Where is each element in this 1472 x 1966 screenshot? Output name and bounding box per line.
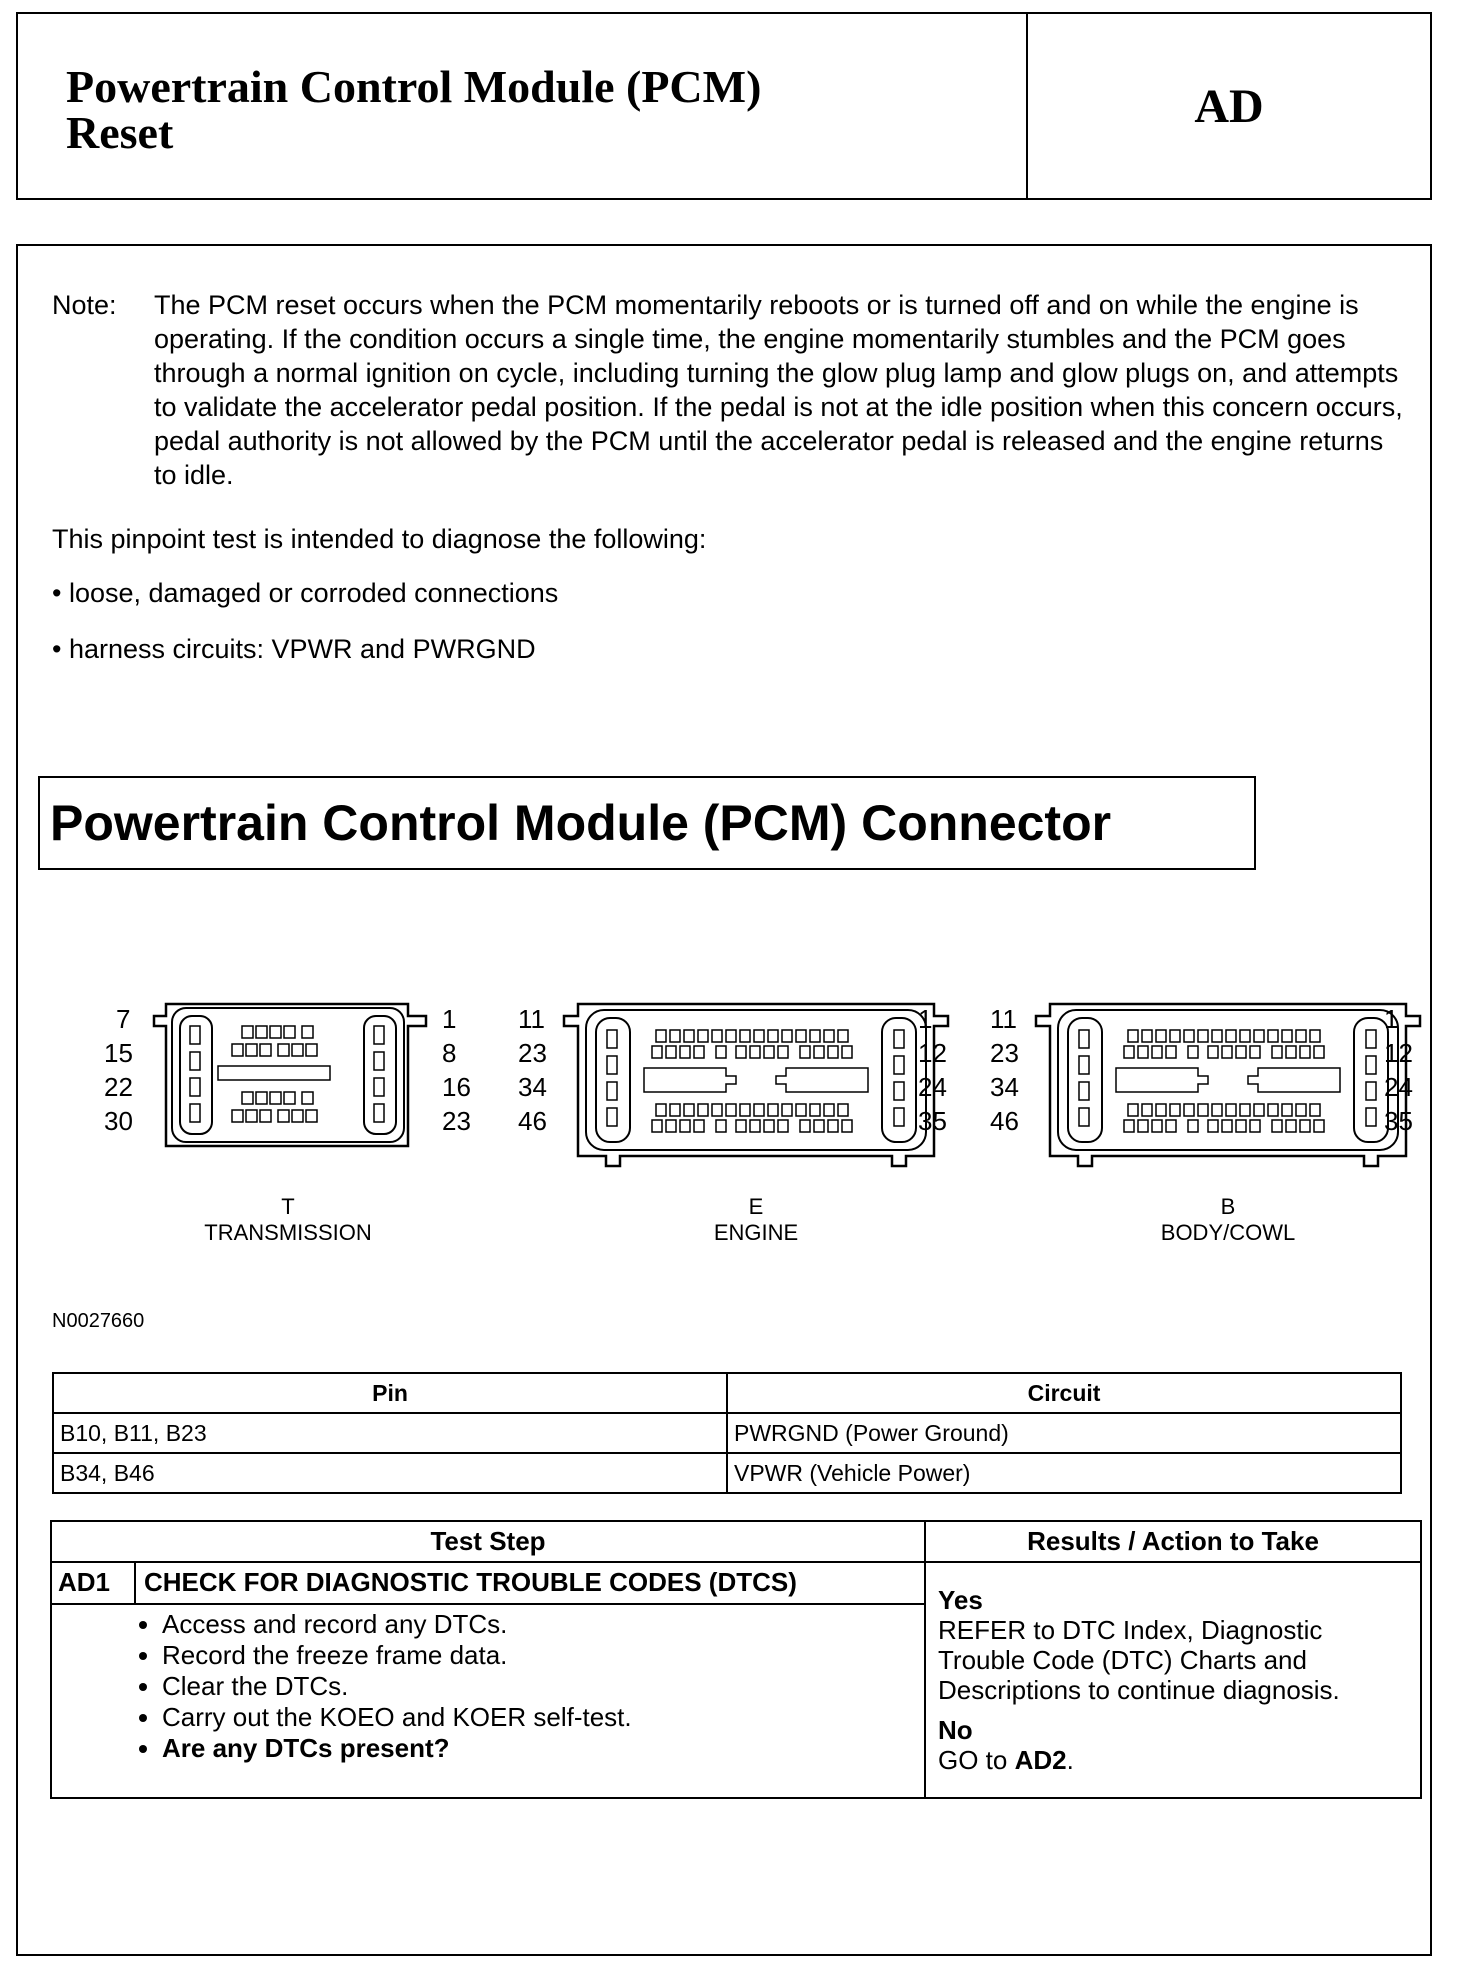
list-item-question: • Are any DTCs present? [162, 1733, 914, 1764]
connector-label [1128, 1194, 1328, 1246]
table-cell: B34, B46 [53, 1453, 727, 1493]
pin-number: 1 [442, 1004, 457, 1034]
table-row [53, 1413, 1401, 1453]
list-item: • Carry out the KOEO and KOER self-test. [162, 1702, 914, 1733]
table-row [53, 1453, 1401, 1493]
table-header-row [53, 1373, 1401, 1413]
bullet-item: • loose, damaged or corroded connections [52, 578, 559, 608]
pin-number: 11 [518, 1004, 545, 1034]
actions-cell [51, 1604, 925, 1798]
no-label: No [938, 1715, 973, 1745]
note-block [52, 288, 1412, 492]
intro-text: This pinpoint test is intended to diagnose the following: [52, 524, 707, 554]
column-header: Test Step [51, 1521, 925, 1562]
pin-number: 11 [990, 1004, 1017, 1034]
no-action-suffix: . [1066, 1745, 1074, 1775]
step-id: AD1 [51, 1562, 135, 1604]
pin-number: 23 [518, 1038, 547, 1068]
pin-number: 23 [990, 1038, 1019, 1068]
section-code: AD [1194, 79, 1264, 133]
pin-number: 46 [518, 1106, 547, 1136]
no-action-text: GO to [938, 1745, 1008, 1775]
page-title-line2: Reset [66, 107, 174, 158]
connector-letter: T [281, 1194, 295, 1219]
pin-number: 35 [918, 1106, 947, 1136]
column-header: Circuit [727, 1373, 1401, 1413]
test-step-table [50, 1520, 1422, 1799]
list-item: • Record the freeze frame data. [162, 1640, 914, 1671]
pin-number: 8 [442, 1038, 457, 1068]
page-title [66, 61, 762, 158]
pin-number: 16 [442, 1072, 471, 1102]
no-action [938, 1745, 1408, 1775]
results-cell [925, 1562, 1421, 1798]
note-text: The PCM reset occurs when the PCM momentarily reboots or is turned off and on while the engine is operating. If the condition occurs a single time, the engine momentarily stumbles and the PCM goes through a normal ignition on cycle, including turning the glow plug lamp and glow plugs on, and attempts to validate the accelerator pedal position. If the pedal is not at the idle position when this concern occurs, pedal authority is not allowed by the PCM until the accelerator pedal is released and the engine returns to idle. [154, 290, 1403, 490]
note-label: Note: [52, 290, 117, 320]
column-header: Pin [53, 1373, 727, 1413]
step-header-row [51, 1562, 1421, 1604]
pin-number: 34 [518, 1072, 547, 1102]
pin-number: 7 [116, 1004, 131, 1034]
list-item: • Clear the DTCs. [162, 1671, 914, 1702]
table-cell: B10, B11, B23 [53, 1413, 727, 1453]
step-title: CHECK FOR DIAGNOSTIC TROUBLE CODES (DTCS) [135, 1562, 925, 1604]
connector-b-shape [1028, 996, 1428, 1206]
pin-number: 12 [1384, 1038, 1413, 1068]
header-box [16, 12, 1432, 200]
pin-number: 24 [918, 1072, 947, 1102]
connector-name: TRANSMISSION [204, 1220, 372, 1245]
column-header: Results / Action to Take [925, 1521, 1421, 1562]
pin-number: 46 [990, 1106, 1019, 1136]
connector-title: Powertrain Control Module (PCM) Connector [38, 776, 1256, 870]
actions-list [62, 1609, 914, 1764]
page-title-line1: Powertrain Control Module (PCM) [66, 61, 762, 112]
connector-e-shape [556, 996, 956, 1206]
yes-label: Yes [938, 1585, 983, 1615]
connector-name: ENGINE [713, 1220, 799, 1245]
table-cell: PWRGND (Power Ground) [727, 1413, 1401, 1453]
figure-id: N0027660 [52, 1310, 145, 1332]
list-item: • Access and record any DTCs. [162, 1609, 914, 1640]
pin-number: 1 [1384, 1004, 1399, 1034]
pin-number: 22 [104, 1072, 133, 1102]
table-cell: VPWR (Vehicle Power) [727, 1453, 1401, 1493]
connector-letter: E [748, 1194, 764, 1219]
pin-number: 35 [1384, 1106, 1413, 1136]
bullet-item: • harness circuits: VPWR and PWRGND [52, 634, 536, 664]
connector-diagram [78, 956, 1413, 1246]
connector-letter: B [1220, 1194, 1236, 1219]
pin-number: 12 [918, 1038, 947, 1068]
pin-number: 1 [918, 1004, 933, 1034]
table-header-row [51, 1521, 1421, 1562]
content-frame [16, 244, 1432, 1956]
yes-action: REFER to DTC Index, Diagnostic Trouble Code (DTC) Charts and Descriptions to continue diagnosis. [938, 1615, 1340, 1705]
no-action-target: AD2 [1014, 1745, 1067, 1775]
pin-number: 30 [104, 1106, 133, 1136]
pin-number: 34 [990, 1072, 1019, 1102]
pin-number: 24 [1384, 1072, 1413, 1102]
pin-circuit-table [52, 1372, 1402, 1494]
connector-t-shape [146, 996, 436, 1166]
pin-number: 15 [104, 1038, 133, 1068]
connector-name: BODY/COWL [1160, 1220, 1296, 1245]
pin-number: 23 [442, 1106, 471, 1136]
connector-label [188, 1194, 388, 1246]
connector-label [656, 1194, 856, 1246]
